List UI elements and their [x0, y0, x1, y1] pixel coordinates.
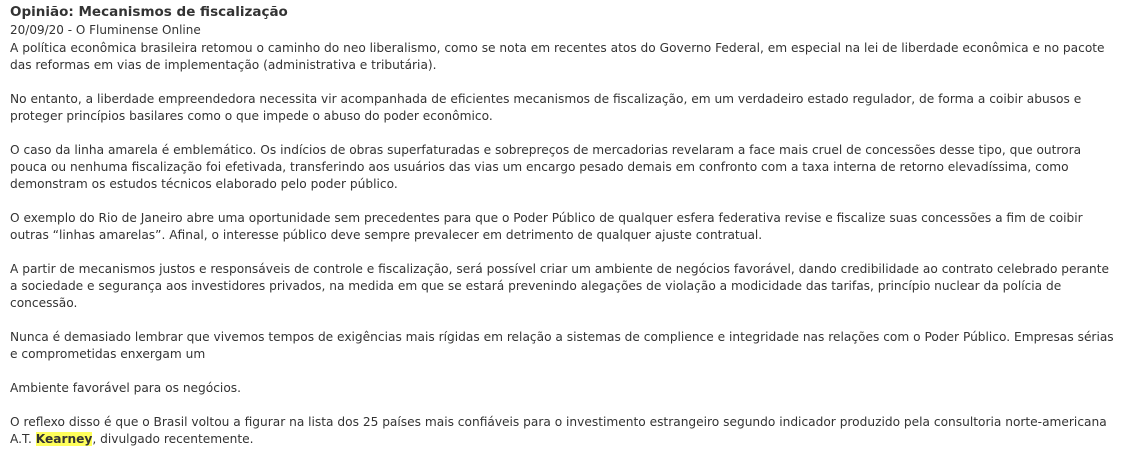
paragraph-4: O exemplo do Rio de Janeiro abre uma oportunidade sem precedentes para que o Poder Público de qualquer esfera federativa revise e fiscalize suas concessões a fim de coibir outras “linhas amarelas”. Afinal, o interesse público deve sempre prevalecer em detrimento de qualquer ajuste contratual.: [10, 211, 1083, 242]
paragraph-1: A política econômica brasileira retomou o caminho do neo liberalismo, como se nota em recentes atos do Governo Federal, em especial na lei de liberdade econômica e no pacote das reformas em vias de implementação (administrativa e tributária).: [10, 41, 1105, 72]
paragraph-2: No entanto, a liberdade empreendedora necessita vir acompanhada de eficientes mecanismos de fiscalização, em um verdadeiro estado regulador, de forma a coibir abusos e proteger princípios basilares como o que impede o abuso do poder econômico.: [10, 92, 1082, 123]
article-source: O Fluminense Online: [75, 23, 201, 37]
article-title: Opinião: Mecanismos de fiscalização: [10, 4, 288, 20]
paragraph-3: O caso da linha amarela é emblemático. Os indícios de obras superfaturadas e sobrepreços de mercadorias revelaram a face mais cruel de concessões desse tipo, que outrora pouca ou nenhuma fiscalização foi efetivada, transferindo aos usuários das vias um encargo pesado demais em confronto com a taxa interna de retorno elevadíssima, como demonstram os estudos técnicos elaborado pelo poder público.: [10, 143, 1082, 191]
highlighted-term: Kearney: [35, 432, 93, 446]
paragraph-8-start: O reflexo disso é que o Brasil voltou a figurar na lista dos 25 países mais confiáveis para o investimento estrangeiro segundo indicador produzido pela consultoria norte-americana A.T.: [10, 415, 1107, 446]
paragraph-8-end: , divulgado recentemente.: [92, 432, 254, 446]
article-date: 20/09/20: [10, 23, 64, 37]
paragraph-7: Ambiente favorável para os negócios.: [10, 381, 242, 395]
paragraph-6: Nunca é demasiado lembrar que vivemos tempos de exigências mais rígidas em relação a sistemas de complience e integridade nas relações com o Poder Público. Empresas sérias e comprometidas enxergam um: [10, 330, 1114, 361]
paragraph-8: [10, 414, 1116, 448]
meta-separator: -: [63, 23, 76, 37]
article-meta: [10, 22, 1116, 38]
paragraph-5: A partir de mecanismos justos e responsáveis de controle e fiscalização, será possível criar um ambiente de negócios favorável, dando credibilidade ao contrato celebrado perante a sociedade e segurança aos investidores privados, na medida em que se estará prevenindo alegações de violação a modicidade das tarifas, princípio nuclear da polícia de concessão.: [10, 262, 1110, 310]
article-body: [10, 40, 1116, 448]
